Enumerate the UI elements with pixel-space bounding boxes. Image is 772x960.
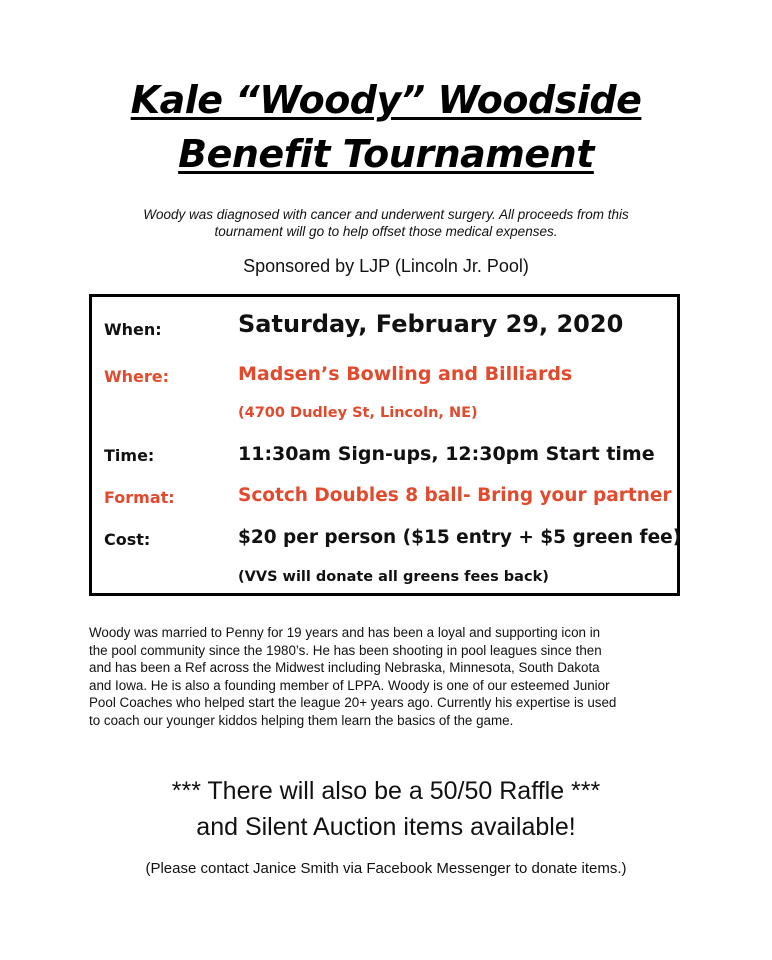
flyer-subtitle bbox=[86, 206, 686, 240]
bio-line2: the pool community since the 1980’s. He has been shooting in pool leagues since then bbox=[89, 642, 602, 658]
subtitle-line2: tournament will go to help offset those medical expenses. bbox=[214, 224, 558, 239]
raffle-announcement-line2: and Silent Auction items available! bbox=[196, 813, 576, 841]
time-label: Time: bbox=[104, 446, 155, 465]
flyer-title-line1: Kale “Woody” Woodside bbox=[130, 78, 642, 122]
bio-line1: Woody was married to Penny for 19 years and has been a loyal and supporting icon in bbox=[89, 625, 601, 640]
flyer-title-line2: Benefit Tournament bbox=[178, 132, 594, 176]
donation-contact-note: (Please contact Janice Smith via Facebook Messenger to donate items.) bbox=[145, 860, 627, 877]
when-value: Saturday, February 29, 2020 bbox=[238, 310, 624, 338]
time-value: 11:30am Sign-ups, 12:30pm Start time bbox=[238, 443, 655, 465]
bio-line5: Pool Coaches who helped start the league 20+ years ago. Currently his expertise is used bbox=[89, 695, 617, 710]
cost-label: Cost: bbox=[104, 530, 151, 549]
sponsor-line: Sponsored by LJP (Lincoln Jr. Pool) bbox=[243, 256, 529, 276]
where-label: Where: bbox=[104, 367, 170, 386]
format-value: Scotch Doubles 8 ball- Bring your partner bbox=[238, 485, 672, 506]
cost-value: $20 per person ($15 entry + $5 green fee) bbox=[238, 527, 682, 548]
subtitle-line1: Woody was diagnosed with cancer and underwent surgery. All proceeds from this bbox=[143, 207, 629, 222]
bio-line3: and has been a Ref across the Midwest including Nebraska, Minnesota, South Dakota bbox=[89, 660, 600, 675]
where-value: Madsen’s Bowling and Billiards bbox=[238, 363, 573, 385]
venue-address: (4700 Dudley St, Lincoln, NE) bbox=[238, 405, 478, 421]
woody-bio-paragraph bbox=[89, 624, 689, 729]
format-label: Format: bbox=[104, 488, 175, 507]
event-details-box bbox=[89, 294, 680, 596]
bio-line6: to coach our younger kiddos helping them learn the basics of the game. bbox=[89, 712, 514, 728]
raffle-announcement-line1: *** There will also be a 50/50 Raffle *** bbox=[171, 777, 601, 805]
cost-note: (VVS will donate all greens fees back) bbox=[238, 569, 549, 585]
when-label: When: bbox=[104, 320, 162, 339]
bio-line4: and Iowa. He is also a founding member of LPPA. Woody is one of our esteemed Junior bbox=[89, 677, 610, 693]
